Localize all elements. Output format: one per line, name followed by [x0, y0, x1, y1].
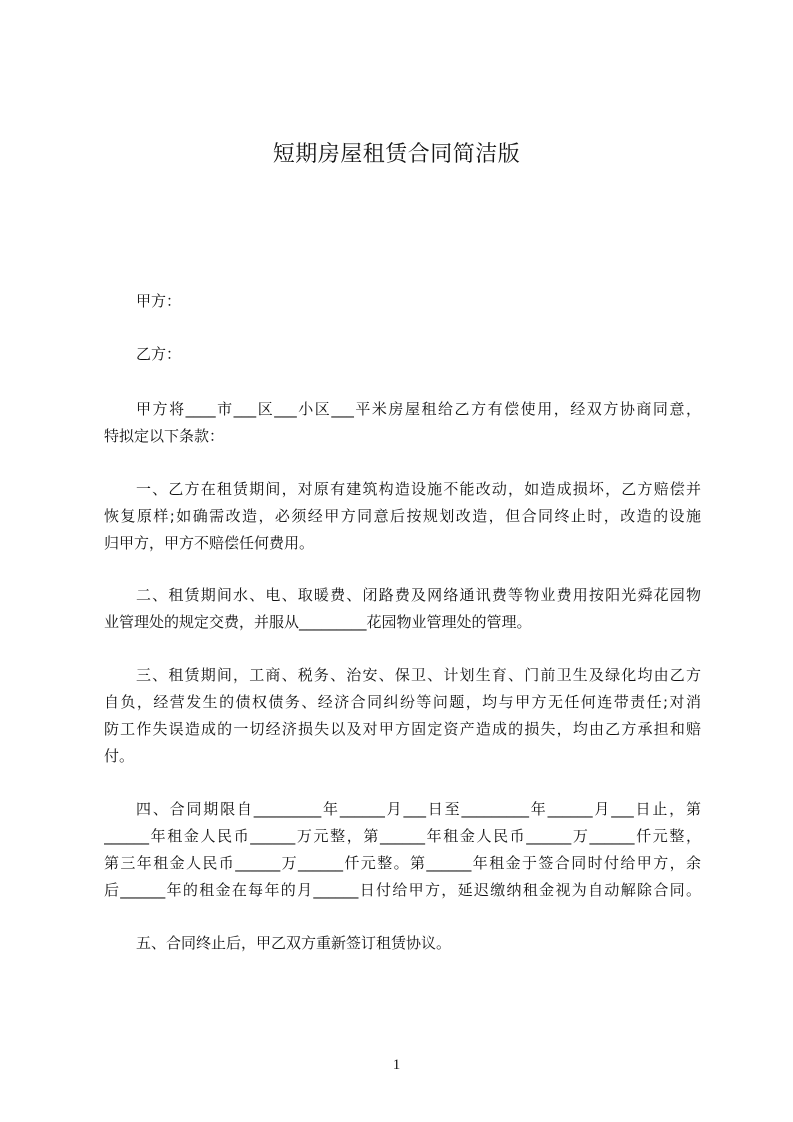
- clause-3-line-1: 三、租赁期间，工商、税务、治安、保卫、计划生育、门前卫生及绿化均由乙方: [136, 666, 701, 684]
- clause-1-line-3: 归甲方，甲方不赔偿任何费用。: [104, 534, 315, 552]
- clause-4-line-2: ______年租金人民币______万元整，第______年租金人民币______万______仟元整，: [104, 827, 701, 845]
- party-a-line: 甲方：: [136, 292, 182, 310]
- intro-line-1: 甲方将____市___区___小区___平米房屋租给乙方有偿使用，经双方协商同意，: [136, 400, 701, 418]
- intro-line-2: 特拟定以下条款：: [104, 427, 225, 445]
- clause-4-line-1: 四、合同期限自_________年______月___日至_________年______月___日止，第: [136, 800, 701, 818]
- clause-2-line-1: 二、租赁期间水、电、取暖费、闭路费及网络通讯费等物业费用按阳光舜花园物: [136, 586, 701, 604]
- clause-4-line-3: 第三年租金人民币______万______仟元整。第______年租金于签合同时付给甲方，余: [104, 854, 701, 872]
- clause-3-line-3: 防工作失误造成的一切经济损失以及对甲方固定资产造成的损失，均由乙方承担和赔: [104, 720, 701, 738]
- clause-5-line-1: 五、合同终止后，甲乙双方重新签订租赁协议。: [136, 934, 452, 952]
- clause-1-line-2: 恢复原样;如确需改造，必须经甲方同意后按规划改造，但合同终止时，改造的设施: [104, 507, 701, 525]
- clause-3-line-2: 自负，经营发生的债权债务、经济合同纠纷等问题，均与甲方无任何连带责任;对消: [104, 693, 701, 711]
- document-title: 短期房屋租赁合同简洁版: [272, 142, 521, 167]
- clause-3-line-4: 付。: [104, 747, 135, 765]
- page-number: 1: [392, 1057, 401, 1073]
- clause-2-line-2: 业管理处的规定交费，并服从_________花园物业管理处的管理。: [104, 613, 532, 631]
- clause-1-line-1: 一、乙方在租赁期间，对原有建筑构造设施不能改动，如造成损坏，乙方赔偿并: [136, 480, 701, 498]
- clause-4-line-4: 后______年的租金在每年的月______日付给甲方，延迟缴纳租金视为自动解除合同。: [104, 881, 701, 899]
- party-b-line: 乙方：: [136, 345, 182, 363]
